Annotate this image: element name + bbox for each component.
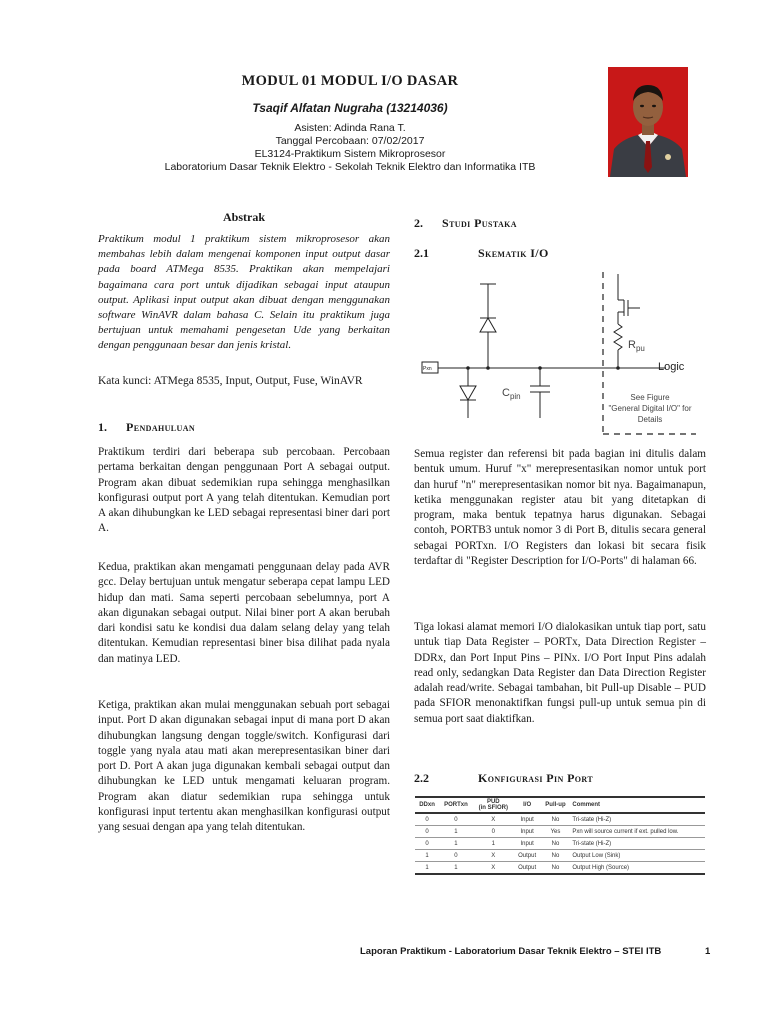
logic-label: Logic bbox=[658, 361, 685, 373]
paper-title: MODUL 01 MODUL I/O DASAR bbox=[241, 73, 459, 89]
table-cell: 1 bbox=[439, 838, 473, 850]
subsection-2-1-title: Skematik I/O bbox=[478, 246, 549, 260]
course-line: EL3124-Praktikum Sistem Mikroprosesor bbox=[254, 148, 446, 160]
table-cell: 0 bbox=[415, 826, 439, 838]
table-cell: 1 bbox=[439, 862, 473, 875]
table-cell: X bbox=[473, 862, 514, 875]
table-cell: X bbox=[473, 813, 514, 826]
table-cell: 0 bbox=[439, 813, 473, 826]
section-1-title: Pendahuluan bbox=[126, 420, 196, 434]
section-2-number: 2. bbox=[414, 216, 423, 230]
see-figure-line-2: "General Digital I/O" for bbox=[608, 404, 692, 413]
study-paragraph-2: Tiga lokasi alamat memori I/O dialokasikan untuk tiap port, satu untuk tiap Data Register – PORTx, Data Direction Register – DDRx, dan Port Input Pins – PINx. I/O Port Input Pins adalah read only, sedangkan Data Register dan Data Direction Register adalah read/write. Sebagai tambahan, bit Pull-up Disable – PUD pada SFIOR menonaktifkan fungsi pull-up untuk semua pin di semua port saat diaktifkan. bbox=[414, 621, 706, 725]
abstract-heading: Abstrak bbox=[222, 210, 265, 224]
table-cell: Output Low (Sink) bbox=[570, 850, 705, 862]
io-pin-schematic bbox=[414, 268, 706, 440]
subsection-2-2-heading bbox=[414, 771, 706, 786]
table-cell: No bbox=[541, 862, 571, 875]
table-cell: 1 bbox=[439, 826, 473, 838]
table-row bbox=[415, 838, 705, 850]
col-io: I/O bbox=[514, 797, 541, 813]
section-2-heading bbox=[414, 216, 706, 231]
table-cell: No bbox=[541, 850, 571, 862]
section-1-number: 1. bbox=[98, 420, 107, 434]
table-cell: X bbox=[473, 850, 514, 862]
table-cell: 1 bbox=[473, 838, 514, 850]
table-cell: Tri-state (Hi-Z) bbox=[570, 838, 705, 850]
port-config-table bbox=[415, 796, 705, 875]
author-photo bbox=[608, 67, 688, 177]
subsection-2-2-title: Konfigurasi Pin Port bbox=[478, 771, 594, 785]
table-row bbox=[415, 850, 705, 862]
intro-paragraph-1: Praktikum terdiri dari beberapa sub percobaan. Percobaan pertama berkaitan dengan penggunaan Port A sebagai output. Program akan dibuat sedemikian rupa sehingga menghasilkan konfigurasi output port A yang telah ditentukan. Kemudian port A akan dihubungkan ke LED sebagai representasi biner dari port A. bbox=[98, 446, 390, 535]
table-cell: Pxn will source current if ext. pulled low. bbox=[570, 826, 705, 838]
table-cell: 0 bbox=[415, 813, 439, 826]
page-number: 1 bbox=[705, 946, 711, 957]
table-cell: Output bbox=[514, 850, 541, 862]
table-cell: Tri-state (Hi-Z) bbox=[570, 813, 705, 826]
table-cell: No bbox=[541, 838, 571, 850]
table-cell: Input bbox=[514, 838, 541, 850]
table-cell: No bbox=[541, 813, 571, 826]
assistant-line: Asisten: Adinda Rana T. bbox=[294, 122, 406, 134]
section-2-title: Studi Pustaka bbox=[442, 216, 517, 230]
rpu-label: $R_{pu}$ bbox=[628, 339, 645, 353]
section-1-heading bbox=[98, 420, 390, 435]
date-line: Tanggal Percobaan: 07/02/2017 bbox=[275, 135, 425, 147]
pxn-label: Pxn bbox=[423, 366, 432, 372]
intro-paragraph-3: Ketiga, praktikan akan mulai menggunakan sebuah port sebagai input. Port D akan digunakan sebagai input di mana port D akan dihubungkan langsung dengan toggle/switch. Konfigurasi dari toggle yang nyala atau mati akan merepresentasikan biner dari port D. Port A akan juga digunakan kembali sebagai output dan dihubungkan ke LED untuk mengamati keluaran program. Program akan diatur sedemikian rupa sehingga untuk konfigurasi input tertentu akan menghasilkan konfigurasi output yang sesuai dengan apa yang telah ditentukan. bbox=[98, 699, 390, 834]
col-pullup: Pull-up bbox=[541, 797, 571, 813]
table-cell: Yes bbox=[541, 826, 571, 838]
intro-paragraph-2: Kedua, praktikan akan mengamati penggunaan delay pada AVR gcc. Delay bertujuan untuk mengatur seberapa cepat lampu LED hidup dan mati. Sama seperti percobaan sebelumnya, port A akan digunakan sebagai output. Nilai biner port A akan berubah dari kondisi satu ke kondisi dua dalam selang delay yang telah ditentukan. Kemudian representasi biner bisa dilihat pada nyala dan matinya LED. bbox=[98, 561, 390, 665]
table-row bbox=[415, 862, 705, 875]
subsection-2-2-number: 2.2 bbox=[414, 771, 429, 785]
table-cell: Output High (Source) bbox=[570, 862, 705, 875]
abstract-text: Praktikum modul 1 praktikum sistem mikroprosesor akan membahas lebih dalam mengenai komponen input output dasar pada board ATMega 8535. Praktikan akan mempelajari bagaimana cara port untuk dijadikan sebagai input ataupun output. Aplikasi input output akan dibuat dengan menggunakan software WinAVR dalam bahasa C. Selain itu praktikum juga bertujuan untuk memahami pengesetan Ude yang berkaitan dengan penggunaan besar dan jenis kristal. bbox=[98, 233, 390, 352]
cpin-label: $C_{pin}$ bbox=[502, 387, 521, 401]
col-ddxn: DDxn bbox=[415, 797, 439, 813]
col-pud: PUD (in SFIOR) bbox=[473, 797, 514, 813]
table-cell: 0 bbox=[473, 826, 514, 838]
table-row bbox=[415, 826, 705, 838]
col-comment: Comment bbox=[570, 797, 705, 813]
table-cell: 0 bbox=[415, 838, 439, 850]
subsection-2-1-heading bbox=[414, 246, 706, 261]
see-figure-line-1: See Figure bbox=[630, 393, 670, 402]
see-figure-line-3: Details bbox=[637, 415, 663, 424]
table-cell: Output bbox=[514, 862, 541, 875]
table-cell: 1 bbox=[415, 850, 439, 862]
study-paragraph-1: Semua register dan referensi bit pada bagian ini ditulis dalam bentuk umum. Huruf "x" merepresentasikan nomor untuk port dan huruf "n" merepresentasikan nomor bit nya. Bagaimanapun, ketika menggunakan register atau bit yang ditetapkan di program, maka bentuk tepatnya harus digunakan. Sebagai contoh, PORTB3 untuk nomor 3 di Port B, ditulis secara general sebagai PORTxn. I/O Registers dan lokasi bit secara fisik terdaftar di "Register Description for I/O-Ports" di halaman 66. bbox=[414, 448, 706, 568]
lab-line: Laboratorium Dasar Teknik Elektro - Sekolah Teknik Elektro dan Informatika ITB bbox=[164, 161, 536, 173]
author-name: Tsaqif Alfatan Nugraha (13214036) bbox=[252, 101, 448, 115]
subsection-2-1-number: 2.1 bbox=[414, 246, 429, 260]
col-portxn: PORTxn bbox=[439, 797, 473, 813]
table-header-row bbox=[415, 797, 705, 813]
table-row bbox=[415, 813, 705, 826]
table-cell: 1 bbox=[415, 862, 439, 875]
table-cell: Input bbox=[514, 826, 541, 838]
table-cell: Input bbox=[514, 813, 541, 826]
keywords: Kata kunci: ATMega 8535, Input, Output, Fuse, WinAVR bbox=[98, 375, 363, 387]
page-footer: Laporan Praktikum - Laboratorium Dasar Teknik Elektro – STEI ITB bbox=[360, 946, 662, 957]
table-cell: 0 bbox=[439, 850, 473, 862]
